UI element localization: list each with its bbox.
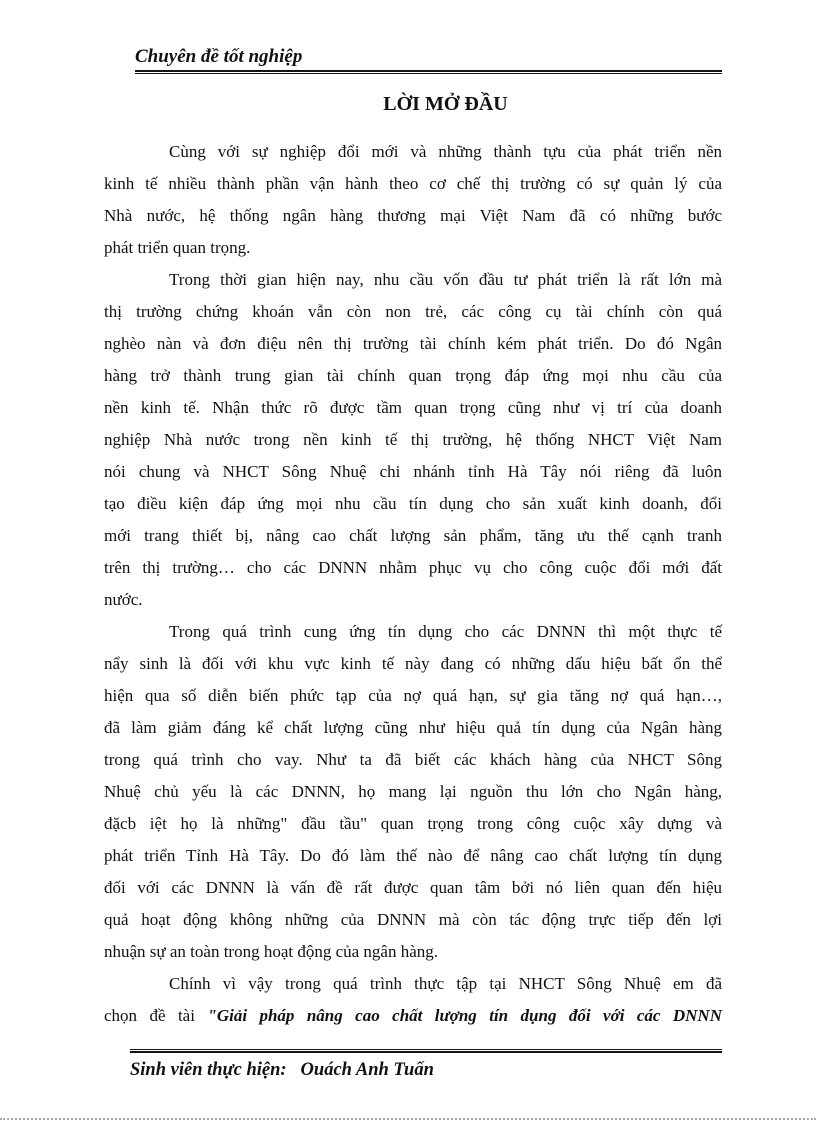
header-title: Chuyên đề tốt nghiệp xyxy=(135,46,303,67)
page-title: LỜI MỞ ĐẦU xyxy=(383,93,508,115)
body-line: hàng trở thành trung gian tài chính quan trọng đáp ứng mọi nhu cầu của xyxy=(104,366,722,385)
page-footer xyxy=(130,1049,722,1083)
body-line: mới trang thiết bị, nâng cao chất lượng sản phẩm, tăng ưu thế cạnh tranh xyxy=(104,526,722,545)
body-line: Trong quá trình cung ứng tín dụng cho các DNNN thì một thực tế xyxy=(169,622,722,641)
footer-label: Sinh viên thực hiện: xyxy=(130,1060,287,1080)
footer-double-rule xyxy=(130,1049,722,1053)
body-line: phát triển quan trọng. xyxy=(104,238,251,257)
body-line: nghèo nàn và đơn điệu nên thị trường tài chính kém phát triển. Do đó Ngân xyxy=(104,334,722,353)
body-line: nước. xyxy=(104,590,143,609)
document-body xyxy=(104,136,722,1032)
student-name: Ouách Anh Tuấn xyxy=(300,1060,434,1080)
body-line: đặcb iệt họ là những" đầu tầu" quan trọng trong công cuộc xây dựng và xyxy=(104,814,722,833)
body-line: nghiệp Nhà nước trong nền kinh tế thị trường, hệ thống NHCT Việt Nam xyxy=(104,430,722,449)
body-line: trong quá trình cho vay. Như ta đã biết các khách hàng của NHCT Sông xyxy=(104,750,722,769)
body-line: tạo điều kiện đáp ứng mọi nhu cầu tín dụng cho sản xuất kinh doanh, đổi xyxy=(104,494,722,513)
thesis-title-prefix: chọn đề tài xyxy=(104,1006,208,1025)
body-line: Trong thời gian hiện nay, nhu cầu vốn đầu tư phát triển là rất lớn mà xyxy=(169,270,722,289)
thesis-title-emphasis: "Giải pháp nâng cao chất lượng tín dụng đối với các DNNN xyxy=(207,1006,722,1025)
body-line: nói chung và NHCT Sông Nhuệ chi nhánh tỉnh Hà Tây nói riêng đã luôn xyxy=(104,462,722,481)
body-line: hiện qua số diễn biến phức tạp của nợ quá hạn, sự gia tăng nợ quá hạn…, xyxy=(104,686,722,705)
page-header xyxy=(135,44,722,74)
body-line: Chính vì vậy trong quá trình thực tập tại NHCT Sông Nhuệ em đã xyxy=(169,974,722,993)
body-line-thesis-title xyxy=(104,1000,722,1032)
body-line: phát triển Tỉnh Hà Tây. Do đó làm thế nào để nâng cao chất lượng tín dụng xyxy=(104,846,722,865)
body-line: kinh tế nhiều thành phần vận hành theo cơ chế thị trường có sự quản lý của xyxy=(104,174,722,193)
body-line: nẩy sinh là đối với khu vực kinh tế này đang có những dấu hiệu bất ổn thể xyxy=(104,654,722,673)
body-line: nhuận sự an toàn trong hoạt động của ngân hàng. xyxy=(104,942,439,961)
body-line: trên thị trường… cho các DNNN nhằm phục vụ cho công cuộc đổi mới đất xyxy=(104,558,722,577)
body-line: Cùng với sự nghiệp đổi mới và những thành tựu của phát triển nền xyxy=(169,142,722,161)
body-line: quả hoạt động không những của DNNN mà còn tác động trực tiếp đến lợi xyxy=(104,910,722,929)
body-line: thị trường chứng khoán vẫn còn non trẻ, các công cụ tài chính còn quá xyxy=(104,302,722,321)
body-line: Nhà nước, hệ thống ngân hàng thương mại Việt Nam đã có những bước xyxy=(104,206,722,225)
body-line: đối với các DNNN là vấn đề rất được quan tâm bởi nó liên quan đến hiệu xyxy=(104,878,722,897)
body-line: đã làm giảm đáng kể chất lượng cũng như hiệu quả tín dụng của Ngân hàng xyxy=(104,718,722,737)
body-line: nền kinh tế. Nhận thức rõ được tầm quan trọng cũng như vị trí của doanh xyxy=(104,398,722,417)
header-double-rule xyxy=(135,70,722,74)
page-boundary-dotted-line xyxy=(0,1118,816,1120)
body-line: Nhuệ chủ yếu là các DNNN, họ mang lại nguồn thu lớn cho Ngân hàng, xyxy=(104,782,722,801)
